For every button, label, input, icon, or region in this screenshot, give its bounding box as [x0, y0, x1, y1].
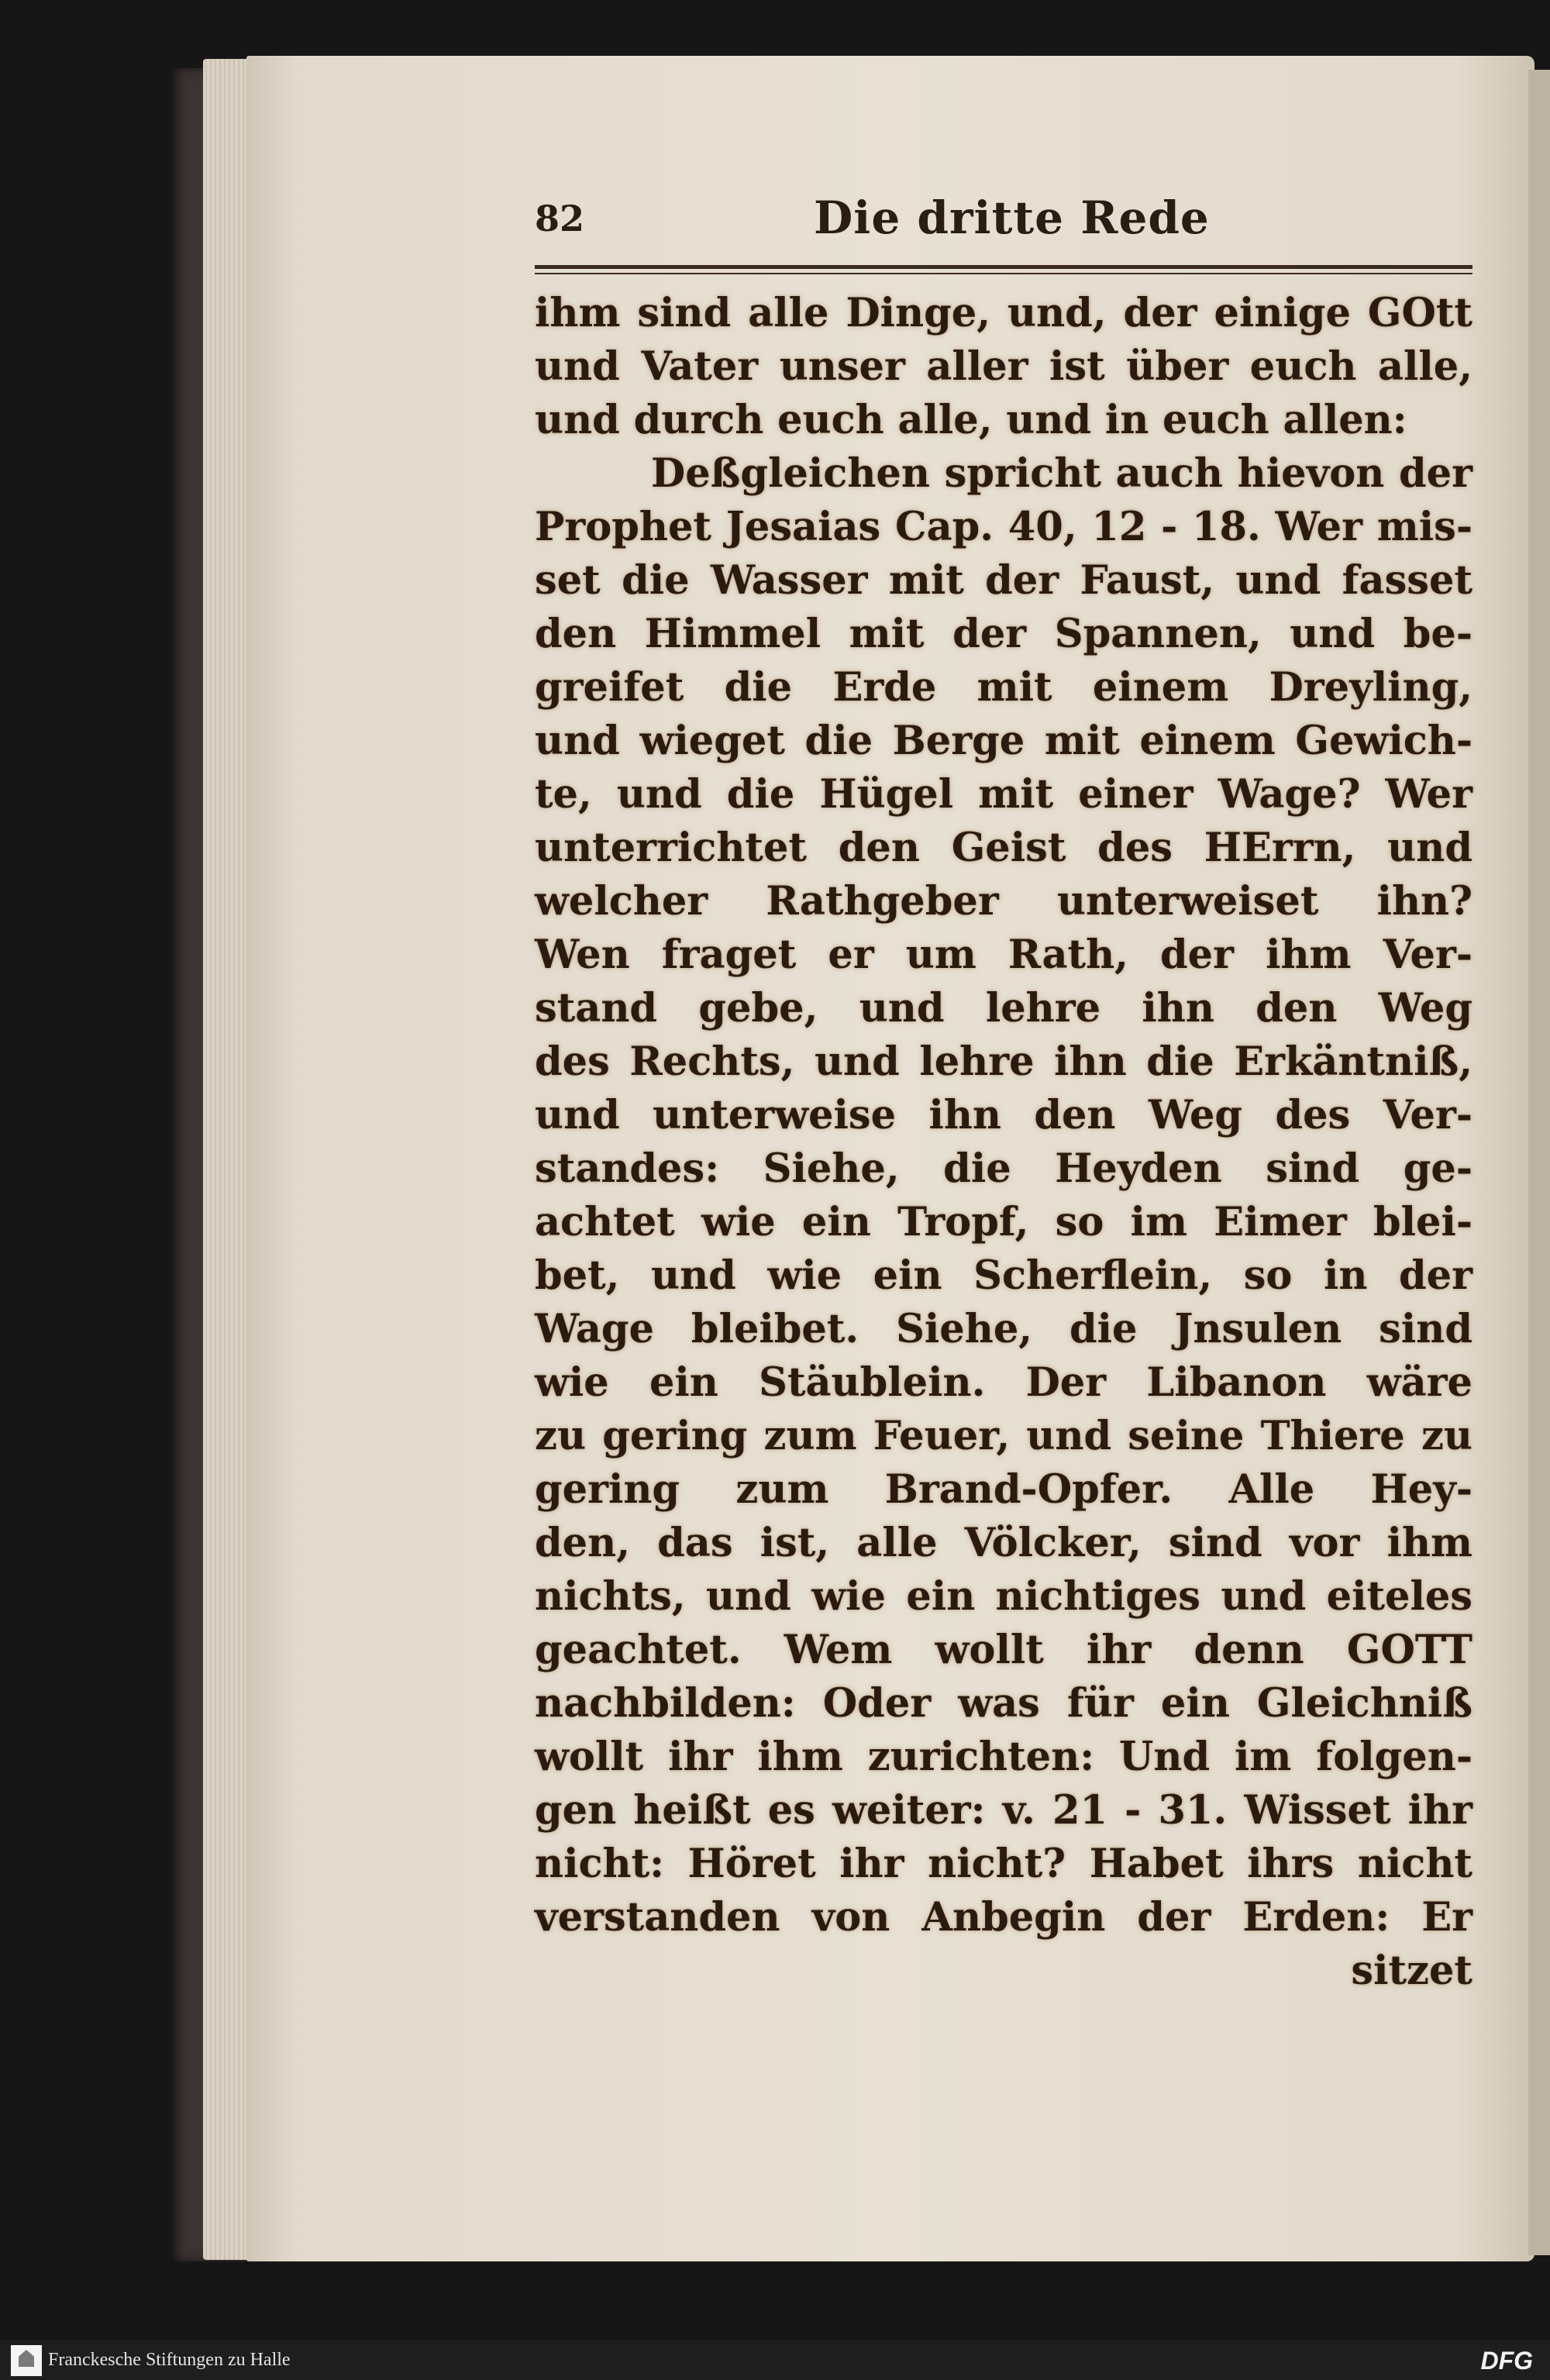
text-line: und wieget die Berge mit einem Gewich-	[535, 718, 1472, 764]
footer-bar	[0, 2340, 1550, 2380]
text-line: nicht: Höret ihr nicht? Habet ihrs nicht	[535, 1841, 1472, 1887]
text-line: ihm sind alle Dinge, und, der einige GOtt	[535, 290, 1472, 336]
institution-logo-icon	[11, 2345, 42, 2376]
text-line: den, das ist, alle Völcker, sind vor ihm	[535, 1520, 1472, 1566]
text-line: zu gering zum Feuer, und seine Thiere zu	[535, 1413, 1472, 1459]
text-line: te, und die Hügel mit einer Wage? Wer	[535, 771, 1472, 818]
text-line: und durch euch alle, und in euch allen:	[535, 397, 1407, 443]
facing-page-edge	[1528, 70, 1550, 2255]
text-line: Deßgleichen spricht auch hievon der	[651, 450, 1472, 497]
text-line: und Vater unser aller ist über euch alle,	[535, 343, 1472, 390]
header-rule-thin	[535, 273, 1472, 274]
text-line: achtet wie ein Tropf, so im Eimer blei-	[535, 1199, 1472, 1245]
footer-brand-logo: DFG	[1480, 2347, 1533, 2375]
text-line: wollt ihr ihm zurichten: Und im folgen-	[535, 1734, 1472, 1780]
text-line: den Himmel mit der Spannen, und be-	[535, 611, 1472, 657]
text-line: bet, und wie ein Scherflein, so in der	[535, 1252, 1472, 1299]
text-line: welcher Rathgeber unterweiset ihn?	[535, 878, 1472, 925]
text-line: verstanden von Anbegin der Erden: Er	[535, 1894, 1472, 1941]
page-header	[535, 191, 1465, 260]
header-rule	[535, 265, 1472, 269]
text-line: Wage bleibet. Siehe, die Jnsulen sind	[535, 1306, 1472, 1352]
text-line: stand gebe, und lehre ihn den Weg	[535, 985, 1472, 1032]
text-line: geachtet. Wem wollt ihr denn GOTT	[535, 1627, 1472, 1673]
page-number: 82	[535, 198, 585, 239]
text-line: nachbilden: Oder was für ein Gleichniß	[535, 1680, 1472, 1727]
text-line: gering zum Brand-Opfer. Alle Hey-	[535, 1466, 1472, 1513]
body-text	[535, 287, 1472, 1998]
catchword: sitzet	[1351, 1948, 1472, 1994]
text-line: wie ein Stäublein. Der Libanon wäre	[535, 1359, 1472, 1406]
text-line: und unterweise ihn den Weg des Ver-	[535, 1092, 1472, 1138]
text-line: Prophet Jesaias Cap. 40, 12 - 18. Wer mis-	[535, 504, 1472, 550]
text-line: standes: Siehe, die Heyden sind ge-	[535, 1145, 1472, 1192]
text-line: unterrichtet den Geist des HErrn, und	[535, 825, 1472, 871]
text-line: greifet die Erde mit einem Dreyling,	[535, 664, 1472, 711]
text-line: nichts, und wie ein nichtiges und eiteles	[535, 1573, 1472, 1620]
footer-institution: Franckesche Stiftungen zu Halle	[48, 2350, 291, 2370]
running-head: Die dritte Rede	[814, 191, 1210, 244]
text-line: gen heißt es weiter: v. 21 - 31. Wisset ihr	[535, 1787, 1472, 1834]
text-line: set die Wasser mit der Faust, und fasset	[535, 557, 1472, 604]
text-line: des Rechts, und lehre ihn die Erkäntniß,	[535, 1038, 1472, 1085]
text-line: Wen fraget er um Rath, der ihm Ver-	[535, 932, 1472, 978]
